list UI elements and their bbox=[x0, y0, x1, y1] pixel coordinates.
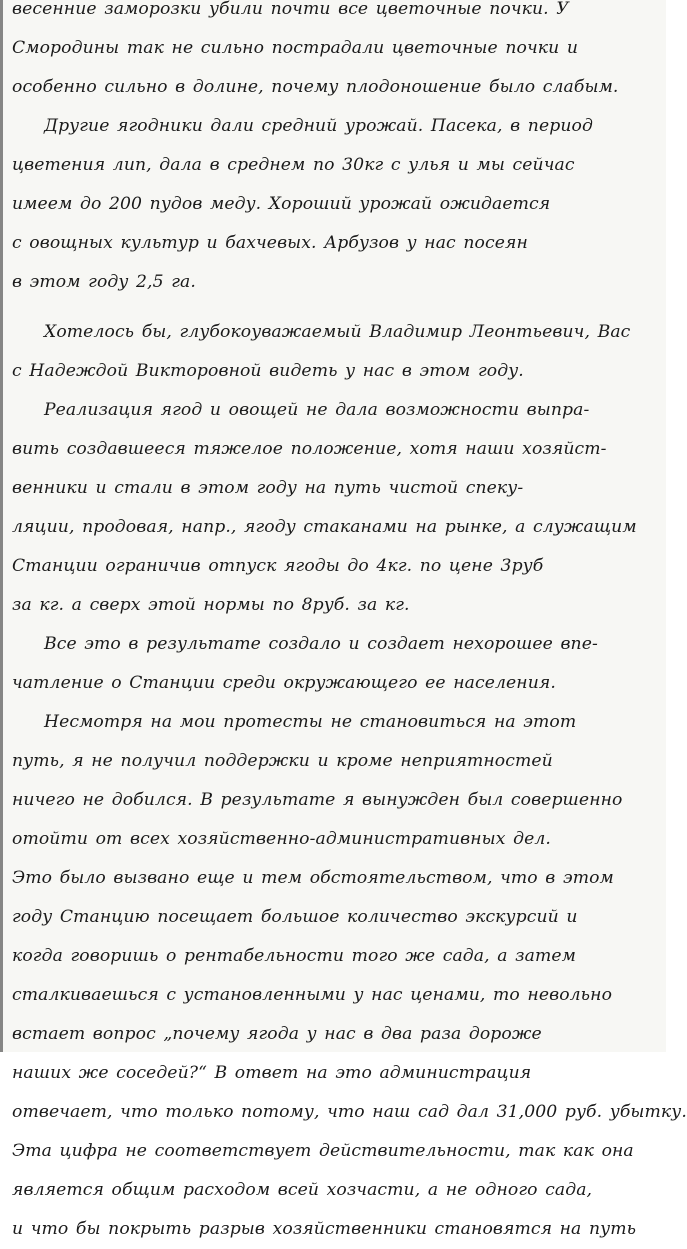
letter-line: Несмотря на мои протесты не становиться на этот bbox=[44, 712, 577, 732]
letter-line: вить создавшееся тяжелое положение, хотя наши хозяйст- bbox=[12, 439, 607, 459]
letter-line: с Надеждой Викторовной видеть у нас в этом году. bbox=[12, 361, 524, 381]
letter-line: сталкиваешься с установленными у нас ценами, то невольно bbox=[12, 985, 613, 1005]
letter-line: Это было вызвано еще и тем обстоятельством, что в этом bbox=[12, 868, 614, 888]
letter-line: году Станцию посещает большое количество экскурсий и bbox=[12, 907, 578, 927]
letter-line: наших же соседей?“ В ответ на это администрация bbox=[12, 1063, 532, 1083]
letter-line: когда говоришь о рентабельности того же сада, а затем bbox=[12, 946, 577, 966]
letter-line: венники и стали в этом году на путь чистой спеку- bbox=[12, 478, 524, 498]
letter-line: путь, я не получил поддержки и кроме неприятностей bbox=[12, 751, 553, 771]
letter-line: Хотелось бы, глубокоуважаемый Владимир Леонтьевич, Вас bbox=[44, 322, 631, 342]
letter-line: Смородины так не сильно пострадали цветочные почки и bbox=[12, 38, 579, 58]
letter-line: цветения лип, дала в среднем по 30кг с улья и мы сейчас bbox=[12, 155, 575, 175]
letter-line: с овощных культур и бахчевых. Арбузов у нас посеян bbox=[12, 233, 528, 253]
letter-line: ляции, продовая, напр., ягоду стаканами на рынке, а служащим bbox=[12, 517, 637, 537]
letter-line: Другие ягодники дали средний урожай. Пасека, в период bbox=[44, 116, 593, 136]
letter-line: Станции ограничив отпуск ягоды до 4кг. по цене 3руб bbox=[12, 556, 544, 576]
letter-line: является общим расходом всей хозчасти, а не одного сада, bbox=[12, 1180, 593, 1200]
letter-line: за кг. а сверх этой нормы по 8руб. за кг. bbox=[12, 595, 410, 615]
letter-line: ничего не добился. В результате я вынужден был совершенно bbox=[12, 790, 623, 810]
letter-line: отойти от всех хозяйственно-административных дел. bbox=[12, 829, 551, 849]
letter-line: особенно сильно в долине, почему плодоношение было слабым. bbox=[12, 77, 619, 97]
letter-line: в этом году 2,5 га. bbox=[12, 272, 196, 292]
letter-line: чатление о Станции среди окружающего ее населения. bbox=[12, 673, 556, 693]
letter-line: Эта цифра не соответствует действительности, так как она bbox=[12, 1141, 634, 1161]
letter-line: отвечает, что только потому, что наш сад дал 31,000 руб. убытку. bbox=[12, 1102, 687, 1122]
letter-line: встает вопрос „почему ягода у нас в два раза дороже bbox=[12, 1024, 542, 1044]
letter-line: Реализация ягод и овощей не дала возможности выпра- bbox=[44, 400, 590, 420]
letter-line: Все это в результате создало и создает нехорошее впе- bbox=[44, 634, 598, 654]
letter-line: имеем до 200 пудов меду. Хороший урожай ожидается bbox=[12, 194, 551, 214]
letter-line: и что бы покрыть разрыв хозяйственники становятся на путь bbox=[12, 1219, 637, 1239]
letter-line: весенние заморозки убили почти все цветочные почки. У bbox=[12, 0, 569, 19]
scan-left-edge bbox=[0, 0, 3, 1052]
